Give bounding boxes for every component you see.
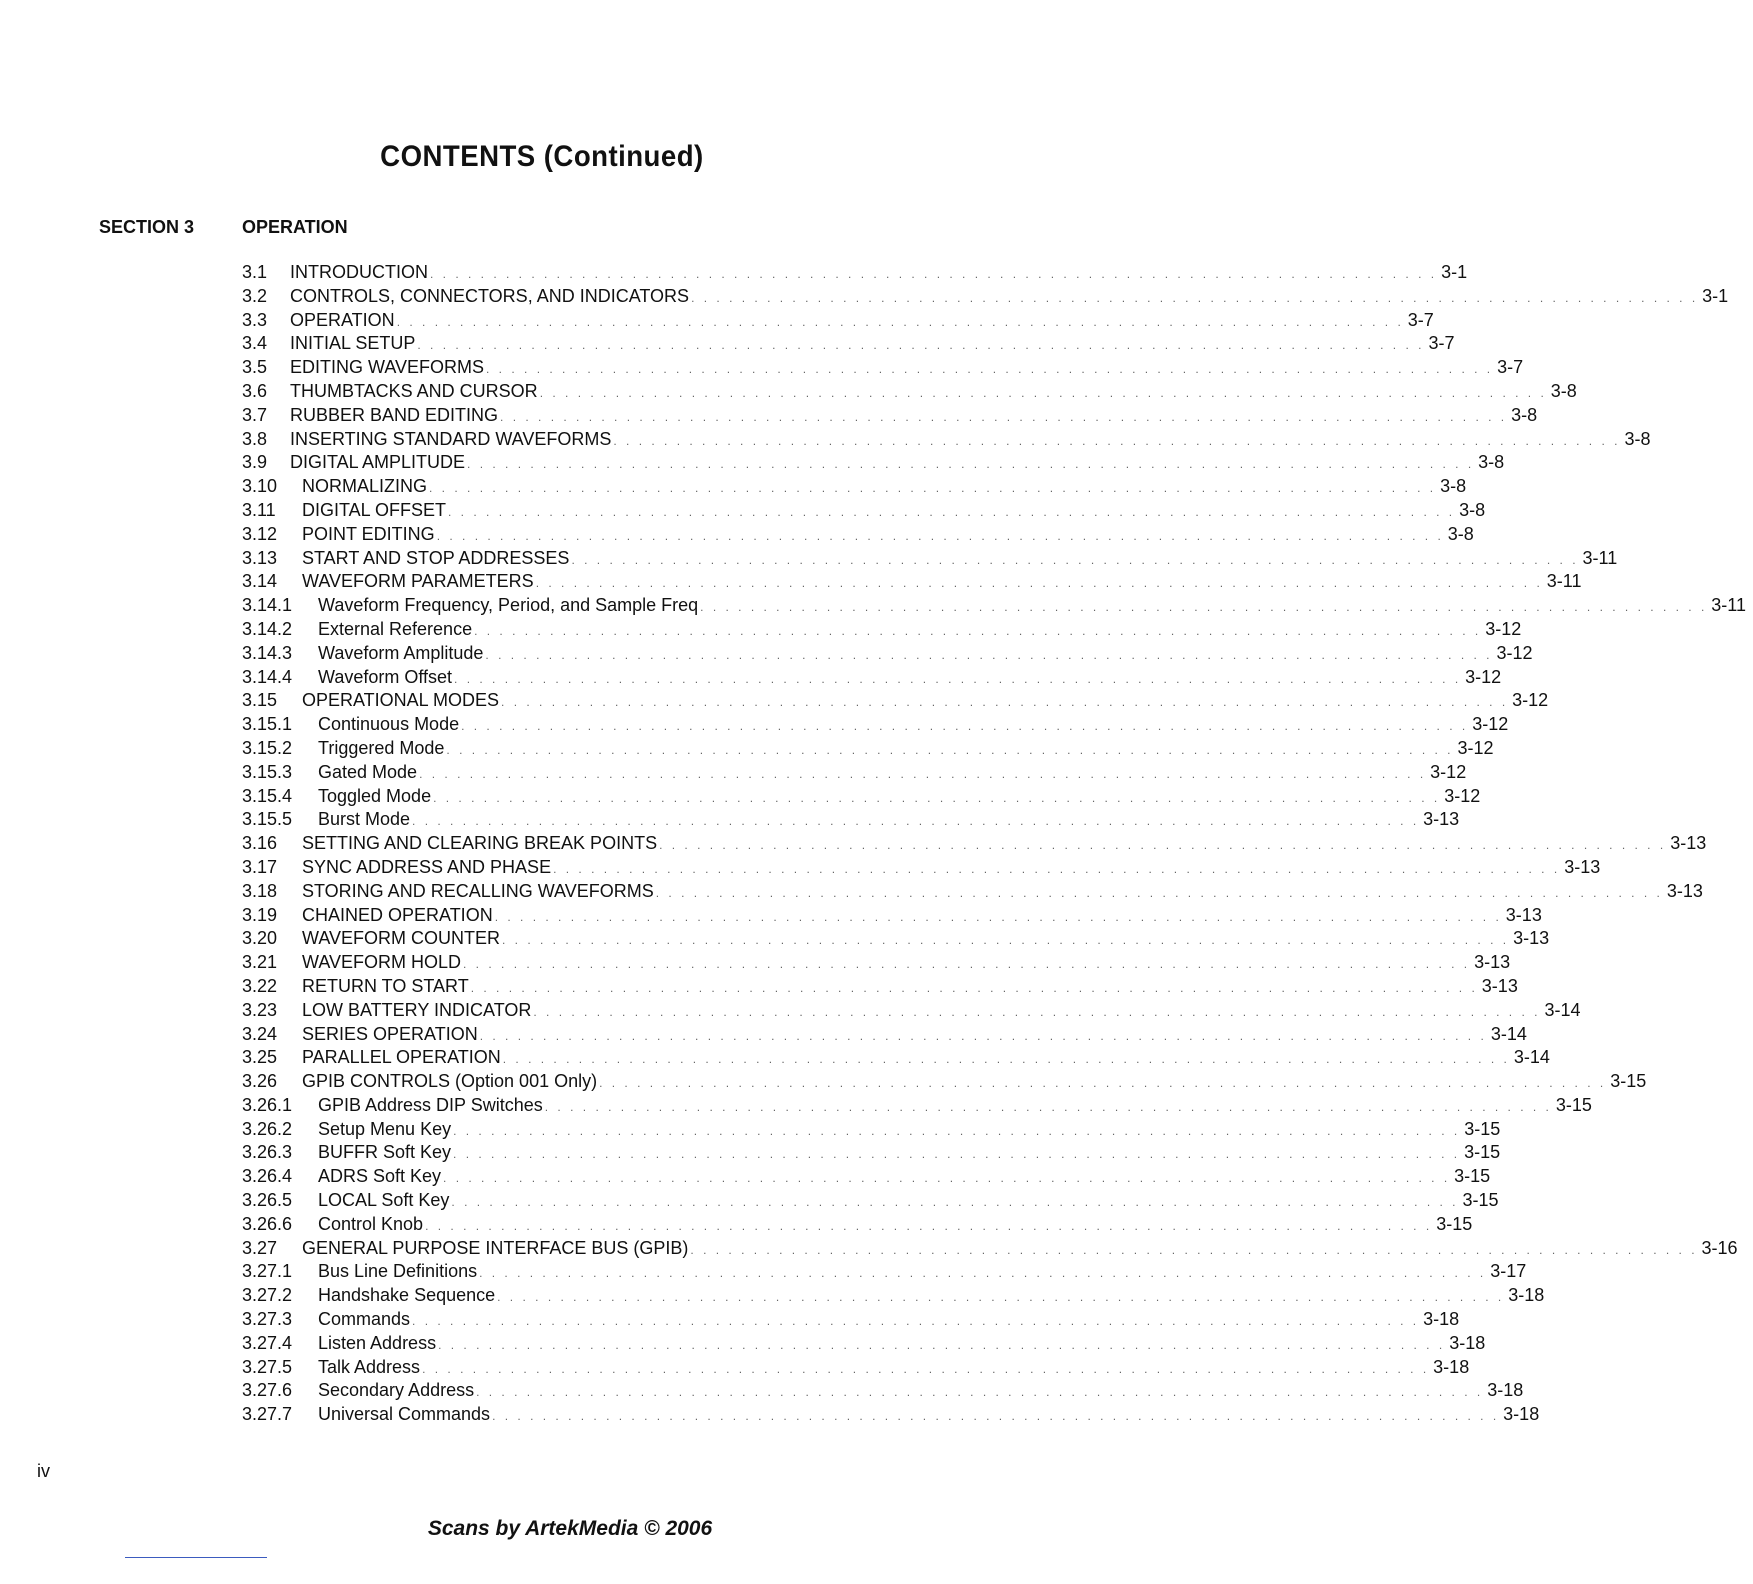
- toc-entry-title: CHAINED OPERATION: [302, 904, 493, 925]
- toc-entry-number: 3.4: [242, 333, 268, 354]
- toc-entry-title: Triggered Mode: [318, 737, 445, 758]
- toc-entry: [242, 428, 1651, 453]
- dot-leader: . . . . . . . . . . . . . . . . . . . . . . . . . . . . . . . . . . . . . . . . . . . . . . . . . . . . . . . . . . . . . . . . . . . . . . . . . . . . . . . .: [412, 814, 1420, 829]
- toc-entry-title: Burst Mode: [318, 809, 411, 830]
- dot-leader: . . . . . . . . . . . . . . . . . . . . . . . . . . . . . . . . . . . . . . . . . . . . . . . . . . . . . . . . . . . . . . . . . . . . . . . . . . . . . . . .: [485, 647, 1493, 662]
- toc-entry-page: 3-1: [1702, 285, 1729, 306]
- toc-entry: [242, 333, 1455, 357]
- toc-entry-number: 3.15.4: [242, 785, 293, 806]
- toc-entry: [242, 1261, 1527, 1285]
- toc-entry-number: 3.10: [242, 476, 278, 497]
- dot-leader: . . . . . . . . . . . . . . . . . . . . . . . . . . . . . . . . . . . . . . . . . . . . . . . . . . . . . . . . . . . . . . . . . . . . . . . . . . . . . . . .: [492, 1409, 1500, 1424]
- toc-entry-title: LOW BATTERY INDICATOR: [302, 999, 532, 1020]
- toc-entry-number: 3.5: [242, 357, 268, 378]
- toc-entry: [242, 285, 1729, 310]
- toc-entry-title: STORING AND RECALLING WAVEFORMS: [302, 880, 654, 901]
- toc-entry-title: START AND STOP ADDRESSES: [302, 547, 570, 568]
- toc-entry-title: SETTING AND CLEARING BREAK POINTS: [302, 833, 658, 854]
- toc-entry-title: GPIB CONTROLS (Option 001 Only): [302, 1071, 598, 1092]
- toc-entry-title: GPIB Address DIP Switches: [318, 1094, 543, 1115]
- toc-entry-page: 3-11: [1546, 571, 1582, 592]
- toc-entry-number: 3.27.2: [242, 1285, 293, 1306]
- dot-leader: . . . . . . . . . . . . . . . . . . . . . . . . . . . . . . . . . . . . . . . . . . . . . . . . . . . . . . . . . . . . . . . . . . . . . . . . . . . . . . . .: [463, 957, 1471, 972]
- toc-entry: [242, 262, 1468, 286]
- dot-leader: . . . . . . . . . . . . . . . . . . . . . . . . . . . . . . . . . . . . . . . . . . . . . . . . . . . . . . . . . . . . . . . . . . . . . . . . . . . . . . . .: [396, 314, 1404, 329]
- toc-entry: [242, 1285, 1545, 1309]
- toc-entry-number: 3.15.5: [242, 809, 293, 830]
- toc-entry-number: 3.27.1: [242, 1261, 293, 1282]
- toc-entry-title: ADRS Soft Key: [318, 1166, 442, 1187]
- dot-leader: . . . . . . . . . . . . . . . . . . . . . . . . . . . . . . . . . . . . . . . . . . . . . . . . . . . . . . . . . . . . . . . . . . . . . . . . . . . . . . . .: [690, 1242, 1698, 1257]
- toc-entry-title: Universal Commands: [318, 1404, 491, 1425]
- toc-entry-number: 3.14.3: [242, 642, 293, 663]
- toc-entry-page: 3-8: [1440, 476, 1467, 497]
- toc-entry: [242, 1047, 1550, 1071]
- toc-entry-page: 3-8: [1447, 523, 1474, 544]
- toc-entry-title: EDITING WAVEFORMS: [290, 357, 485, 378]
- toc-entry-title: INSERTING STANDARD WAVEFORMS: [290, 428, 612, 449]
- toc-entry: [242, 737, 1494, 762]
- toc-entry: [242, 690, 1549, 714]
- toc-entry: [242, 452, 1505, 476]
- toc-entry-page: 3-11: [1711, 595, 1746, 616]
- toc-entry-page: 3-8: [1459, 499, 1486, 520]
- toc-entry-number: 3.14.2: [242, 618, 293, 639]
- toc-entry-title: Continuous Mode: [318, 714, 460, 735]
- toc-entry-number: 3.26.6: [242, 1213, 293, 1234]
- toc-entry: [242, 618, 1522, 643]
- footer-credit: Scans by ArtekMedia © 2006: [427, 1517, 713, 1540]
- toc-entry: [242, 1237, 1738, 1262]
- toc-entry: [242, 999, 1581, 1024]
- toc-entry-title: Setup Menu Key: [318, 1118, 452, 1139]
- toc-entry-number: 3.26.2: [242, 1118, 293, 1139]
- toc-entry-title: PARALLEL OPERATION: [302, 1047, 501, 1068]
- toc-entry-page: 3-8: [1624, 428, 1651, 449]
- toc-entry: [242, 1071, 1647, 1095]
- toc-entry-page: 3-13: [1505, 904, 1542, 925]
- toc-entry: [242, 357, 1524, 381]
- dot-leader: . . . . . . . . . . . . . . . . . . . . . . . . . . . . . . . . . . . . . . . . . . . . . . . . . . . . . . . . . . . . . . . . . . . . . . . . . . . . . . . .: [451, 1195, 1459, 1210]
- toc-entry-page: 3-12: [1472, 714, 1509, 735]
- toc-entry-number: 3.27.5: [242, 1356, 293, 1377]
- section-label: SECTION 3: [99, 217, 195, 237]
- dot-leader: . . . . . . . . . . . . . . . . . . . . . . . . . . . . . . . . . . . . . . . . . . . . . . . . . . . . . . . . . . . . . . . . . . . . . . . . . . . . . . . .: [474, 623, 1482, 638]
- toc-entry-title: RUBBER BAND EDITING: [290, 404, 499, 425]
- toc-entry: [242, 1023, 1527, 1048]
- toc-entry-title: BUFFR Soft Key: [318, 1142, 452, 1163]
- toc-entry-page: 3-13: [1481, 975, 1518, 996]
- toc-entry-title: WAVEFORM HOLD: [302, 952, 462, 973]
- toc-entry-number: 3.14.1: [242, 595, 293, 616]
- toc-entry-number: 3.18: [242, 880, 278, 901]
- dot-leader: . . . . . . . . . . . . . . . . . . . . . . . . . . . . . . . . . . . . . . . . . . . . . . . . . . . . . . . . . . . . . . . . . . . . . . . . . . . . . . . .: [497, 1290, 1505, 1305]
- toc-entry: [242, 1166, 1491, 1190]
- toc-entry-title: NORMALIZING: [302, 476, 428, 497]
- dot-leader: . . . . . . . . . . . . . . . . . . . . . . . . . . . . . . . . . . . . . . . . . . . . . . . . . . . . . . . . . . . . . . . . . . . . . . . . . . . . . . . .: [448, 504, 1456, 519]
- dot-leader: . . . . . . . . . . . . . . . . . . . . . . . . . . . . . . . . . . . . . . . . . . . . . . . . . . . . . . . . . . . . . . . . . . . . . . . . . . . . . . . .: [539, 385, 1547, 400]
- toc-entry-number: 3.8: [242, 428, 268, 449]
- page-number: iv: [37, 1461, 50, 1481]
- toc-entry-title: INTRODUCTION: [290, 262, 428, 282]
- toc-entry-page: 3-12: [1512, 690, 1549, 711]
- toc-entry: [242, 809, 1460, 833]
- toc-entry-title: OPERATIONAL MODES: [302, 690, 500, 711]
- toc-entry-title: Waveform Amplitude: [318, 642, 484, 663]
- toc-entry-number: 3.3: [242, 309, 268, 330]
- dot-leader: . . . . . . . . . . . . . . . . . . . . . . . . . . . . . . . . . . . . . . . . . . . . . . . . . . . . . . . . . . . . . . . . . . . . . . . . . . . . . . . .: [446, 742, 1454, 757]
- dot-leader: . . . . . . . . . . . . . . . . . . . . . . . . . . . . . . . . . . . . . . . . . . . . . . . . . . . . . . . . . . . . . . . . . . . . . . . . . . . . . . . .: [430, 267, 1438, 281]
- toc-entry-page: 3-15: [1454, 1166, 1491, 1187]
- toc-entry: [242, 1332, 1486, 1357]
- dot-leader: . . . . . . . . . . . . . . . . . . . . . . . . . . . . . . . . . . . . . . . . . . . . . . . . . . . . . . . . . . . . . . . . . . . . . . . . . . . . . . . .: [470, 980, 1478, 995]
- toc-entry-page: 3-12: [1465, 666, 1502, 687]
- dot-leader: . . . . . . . . . . . . . . . . . . . . . . . . . . . . . . . . . . . . . . . . . . . . . . . . . . . . . . . . . . . . . . . . . . . . . . . . . . . . . . . .: [544, 1099, 1552, 1114]
- dot-leader: . . . . . . . . . . . . . . . . . . . . . . . . . . . . . . . . . . . . . . . . . . . . . . . . . . . . . . . . . . . . . . . . . . . . . . . . . . . . . . . .: [419, 766, 1427, 781]
- page-title: CONTENTS (Continued): [380, 140, 704, 173]
- toc-entry-page: 3-14: [1544, 999, 1581, 1020]
- toc-entry-page: 3-12: [1430, 761, 1467, 782]
- toc-entry-title: GENERAL PURPOSE INTERFACE BUS (GPIB): [302, 1237, 689, 1258]
- dot-leader: . . . . . . . . . . . . . . . . . . . . . . . . . . . . . . . . . . . . . . . . . . . . . . . . . . . . . . . . . . . . . . . . . . . . . . . . . . . . . . . .: [453, 1147, 1461, 1162]
- toc-entry-page: 3-15: [1464, 1142, 1501, 1163]
- toc-entry-number: 3.26.4: [242, 1166, 293, 1187]
- toc-entry-page: 3-17: [1490, 1261, 1527, 1282]
- toc-entry: [242, 571, 1582, 595]
- toc-entry-page: 3-18: [1508, 1285, 1545, 1306]
- toc-entry: [242, 856, 1601, 881]
- toc-entry-number: 3.23: [242, 999, 278, 1020]
- dot-leader: . . . . . . . . . . . . . . . . . . . . . . . . . . . . . . . . . . . . . . . . . . . . . . . . . . . . . . . . . . . . . . . . . . . . . . . . . . . . . . . .: [571, 552, 1579, 567]
- dot-leader: . . . . . . . . . . . . . . . . . . . . . . . . . . . . . . . . . . . . . . . . . . . . . . . . . . . . . . . . . . . . . . . . . . . . . . . . . . . . . . . .: [533, 1004, 1541, 1019]
- toc-entry: [242, 666, 1502, 691]
- toc-entry-page: 3-7: [1497, 357, 1524, 378]
- toc-entry-page: 3-15: [1610, 1071, 1647, 1092]
- toc-entry-title: DIGITAL OFFSET: [302, 499, 447, 520]
- toc-entry-title: LOCAL Soft Key: [318, 1190, 450, 1211]
- dot-leader: . . . . . . . . . . . . . . . . . . . . . . . . . . . . . . . . . . . . . . . . . . . . . . . . . . . . . . . . . . . . . . . . . . . . . . . . . . . . . . . .: [553, 861, 1561, 876]
- toc-entry-number: 3.6: [242, 380, 268, 401]
- toc-entry-page: 3-7: [1407, 309, 1434, 330]
- toc-entry-number: 3.20: [242, 928, 278, 949]
- toc-entry-title: POINT EDITING: [302, 523, 435, 544]
- toc-entry-page: 3-13: [1513, 928, 1550, 949]
- toc-entry: [242, 714, 1509, 738]
- toc-entry-number: 3.26: [242, 1071, 278, 1092]
- toc-entry-page: 3-13: [1564, 856, 1601, 877]
- footer-divider: [125, 1557, 267, 1558]
- toc-entry-number: 3.13: [242, 547, 278, 568]
- toc-entry-page: 3-18: [1423, 1309, 1460, 1330]
- toc-entry-page: 3-1: [1441, 262, 1468, 282]
- dot-leader: . . . . . . . . . . . . . . . . . . . . . . . . . . . . . . . . . . . . . . . . . . . . . . . . . . . . . . . . . . . . . . . . . . . . . . . . . . . . . . . .: [479, 1266, 1487, 1281]
- toc-entry-number: 3.24: [242, 1023, 278, 1044]
- toc-entry-page: 3-18: [1433, 1356, 1470, 1377]
- toc-entry-title: External Reference: [318, 618, 473, 639]
- toc-entry: [242, 1094, 1592, 1119]
- toc-entry-title: Bus Line Definitions: [318, 1261, 478, 1282]
- dot-leader: . . . . . . . . . . . . . . . . . . . . . . . . . . . . . . . . . . . . . . . . . . . . . . . . . . . . . . . . . . . . . . . . . . . . . . . . . . . . . . . .: [417, 338, 1425, 353]
- dot-leader: . . . . . . . . . . . . . . . . . . . . . . . . . . . . . . . . . . . . . . . . . . . . . . . . . . . . . . . . . . . . . . . . . . . . . . . . . . . . . . . .: [479, 1028, 1487, 1043]
- dot-leader: . . . . . . . . . . . . . . . . . . . . . . . . . . . . . . . . . . . . . . . . . . . . . . . . . . . . . . . . . . . . . . . . . . . . . . . . . . . . . . . .: [502, 933, 1510, 948]
- dot-leader: . . . . . . . . . . . . . . . . . . . . . . . . . . . . . . . . . . . . . . . . . . . . . . . . . . . . . . . . . . . . . . . . . . . . . . . . . . . . . . . .: [467, 457, 1475, 472]
- toc-entry-number: 3.12: [242, 523, 278, 544]
- toc-entry: [242, 904, 1542, 929]
- toc-entry-page: 3-7: [1428, 333, 1455, 354]
- toc-entry-number: 3.27.4: [242, 1332, 293, 1353]
- toc-entry-number: 3.14: [242, 571, 278, 592]
- toc-entry-page: 3-14: [1513, 1047, 1550, 1068]
- dot-leader: . . . . . . . . . . . . . . . . . . . . . . . . . . . . . . . . . . . . . . . . . . . . . . . . . . . . . . . . . . . . . . . . . . . . . . . . . . . . . . . .: [486, 362, 1494, 377]
- toc-entry-number: 3.26.5: [242, 1190, 293, 1211]
- toc-entry: [242, 1404, 1540, 1428]
- toc-entry-number: 3.26.1: [242, 1094, 293, 1115]
- toc-entry: [242, 1356, 1470, 1381]
- toc-entry-page: 3-14: [1490, 1023, 1527, 1044]
- toc-entry-page: 3-15: [1462, 1190, 1499, 1211]
- toc-entry-title: WAVEFORM PARAMETERS: [302, 571, 534, 592]
- toc-entry-page: 3-12: [1496, 642, 1533, 663]
- toc-entry-title: WAVEFORM COUNTER: [302, 928, 500, 949]
- toc-entry: [242, 975, 1518, 1000]
- dot-leader: . . . . . . . . . . . . . . . . . . . . . . . . . . . . . . . . . . . . . . . . . . . . . . . . . . . . . . . . . . . . . . . . . . . . . . . . . . . . . . . .: [494, 909, 1502, 924]
- toc-entry-number: 3.21: [242, 952, 278, 973]
- dot-leader: . . . . . . . . . . . . . . . . . . . . . . . . . . . . . . . . . . . . . . . . . . . . . . . . . . . . . . . . . . . . . . . . . . . . . . . . . . . . . . . .: [436, 528, 1444, 543]
- dot-leader: . . . . . . . . . . . . . . . . . . . . . . . . . . . . . . . . . . . . . . . . . . . . . . . . . . . . . . . . . . . . . . . . . . . . . . . . . . . . . . . .: [438, 1337, 1446, 1352]
- dot-leader: . . . . . . . . . . . . . . . . . . . . . . . . . . . . . . . . . . . . . . . . . . . . . . . . . . . . . . . . . . . . . . . . . . . . . . . . . . . . . . . .: [535, 576, 1543, 591]
- toc-entry-page: 3-13: [1670, 833, 1707, 854]
- toc-entry-number: 3.7: [242, 404, 268, 425]
- dot-leader: . . . . . . . . . . . . . . . . . . . . . . . . . . . . . . . . . . . . . . . . . . . . . . . . . . . . . . . . . . . . . . . . . . . . . . . . . . . . . . . .: [613, 433, 1621, 448]
- toc-entry: [242, 595, 1746, 619]
- section-name: OPERATION: [242, 217, 348, 237]
- toc-entry-number: 3.2: [242, 285, 268, 306]
- toc-entry: [242, 499, 1486, 524]
- toc-entry-page: 3-12: [1444, 785, 1481, 806]
- toc-entry: [242, 523, 1474, 548]
- toc-entry: [242, 404, 1538, 429]
- toc-entry-number: 3.16: [242, 833, 278, 854]
- toc-entry-title: DIGITAL AMPLITUDE: [290, 452, 466, 473]
- toc-entry-page: 3-18: [1503, 1404, 1540, 1425]
- dot-leader: . . . . . . . . . . . . . . . . . . . . . . . . . . . . . . . . . . . . . . . . . . . . . . . . . . . . . . . . . . . . . . . . . . . . . . . . . . . . . . . .: [476, 1385, 1484, 1400]
- toc-entry: [242, 309, 1434, 334]
- toc-entry: [242, 1118, 1501, 1143]
- toc-entry-title: CONTROLS, CONNECTORS, AND INDICATORS: [290, 285, 690, 306]
- dot-leader: . . . . . . . . . . . . . . . . . . . . . . . . . . . . . . . . . . . . . . . . . . . . . . . . . . . . . . . . . . . . . . . . . . . . . . . . . . . . . . . .: [655, 885, 1663, 900]
- toc-entry: [242, 476, 1467, 500]
- toc-entry: [242, 880, 1703, 905]
- dot-leader: . . . . . . . . . . . . . . . . . . . . . . . . . . . . . . . . . . . . . . . . . . . . . . . . . . . . . . . . . . . . . . . . . . . . . . . . . . . . . . . .: [425, 1218, 1433, 1233]
- toc-entry: [242, 761, 1467, 786]
- toc-entry-page: 3-15: [1555, 1094, 1592, 1115]
- dot-leader: . . . . . . . . . . . . . . . . . . . . . . . . . . . . . . . . . . . . . . . . . . . . . . . . . . . . . . . . . . . . . . . . . . . . . . . . . . . . . . . .: [700, 600, 1708, 615]
- toc-entry: [242, 785, 1481, 810]
- toc-entry-number: 3.14.4: [242, 666, 293, 687]
- toc-entry-page: 3-13: [1474, 952, 1511, 973]
- toc-entry-page: 3-13: [1423, 809, 1460, 830]
- toc-entry-page: 3-18: [1449, 1332, 1486, 1353]
- toc-entry-title: Handshake Sequence: [318, 1285, 496, 1306]
- toc-entry-number: 3.15.1: [242, 714, 293, 735]
- dot-leader: . . . . . . . . . . . . . . . . . . . . . . . . . . . . . . . . . . . . . . . . . . . . . . . . . . . . . . . . . . . . . . . . . . . . . . . . . . . . . . . .: [501, 695, 1509, 710]
- toc-entry-number: 3.25: [242, 1047, 278, 1068]
- toc-entry-title: RETURN TO START: [302, 975, 469, 996]
- toc-entry-title: Waveform Frequency, Period, and Sample Freq: [318, 595, 699, 616]
- table-of-contents: [242, 262, 1746, 1428]
- toc-entry-page: 3-8: [1550, 380, 1577, 401]
- toc-entry-page: 3-15: [1464, 1118, 1501, 1139]
- toc-entry: [242, 1190, 1499, 1214]
- toc-entry-number: 3.15.3: [242, 761, 293, 782]
- toc-entry-page: 3-8: [1478, 452, 1505, 473]
- toc-entry-title: SERIES OPERATION: [302, 1023, 478, 1044]
- toc-entry: [242, 380, 1577, 405]
- toc-entry: [242, 547, 1618, 572]
- dot-leader: . . . . . . . . . . . . . . . . . . . . . . . . . . . . . . . . . . . . . . . . . . . . . . . . . . . . . . . . . . . . . . . . . . . . . . . . . . . . . . . .: [453, 1123, 1461, 1138]
- toc-entry-title: Talk Address: [318, 1356, 421, 1377]
- dot-leader: . . . . . . . . . . . . . . . . . . . . . . . . . . . . . . . . . . . . . . . . . . . . . . . . . . . . . . . . . . . . . . . . . . . . . . . . . . . . . . . .: [500, 409, 1508, 424]
- toc-entry-page: 3-13: [1666, 880, 1703, 901]
- dot-leader: . . . . . . . . . . . . . . . . . . . . . . . . . . . . . . . . . . . . . . . . . . . . . . . . . . . . . . . . . . . . . . . . . . . . . . . . . . . . . . . .: [422, 1361, 1430, 1376]
- toc-entry-number: 3.15: [242, 690, 278, 711]
- toc-entry-number: 3.27.6: [242, 1380, 293, 1401]
- toc-entry: [242, 1309, 1460, 1333]
- dot-leader: . . . . . . . . . . . . . . . . . . . . . . . . . . . . . . . . . . . . . . . . . . . . . . . . . . . . . . . . . . . . . . . . . . . . . . . . . . . . . . . .: [454, 671, 1462, 686]
- toc-entry-number: 3.19: [242, 904, 278, 925]
- toc-entry-number: 3.9: [242, 452, 268, 473]
- dot-leader: . . . . . . . . . . . . . . . . . . . . . . . . . . . . . . . . . . . . . . . . . . . . . . . . . . . . . . . . . . . . . . . . . . . . . . . . . . . . . . . .: [599, 1076, 1607, 1091]
- toc-entry: [242, 928, 1550, 952]
- toc-entry-title: Commands: [318, 1309, 411, 1330]
- dot-leader: . . . . . . . . . . . . . . . . . . . . . . . . . . . . . . . . . . . . . . . . . . . . . . . . . . . . . . . . . . . . . . . . . . . . . . . . . . . . . . . .: [659, 838, 1667, 853]
- dot-leader: . . . . . . . . . . . . . . . . . . . . . . . . . . . . . . . . . . . . . . . . . . . . . . . . . . . . . . . . . . . . . . . . . . . . . . . . . . . . . . . .: [691, 290, 1699, 305]
- dot-leader: . . . . . . . . . . . . . . . . . . . . . . . . . . . . . . . . . . . . . . . . . . . . . . . . . . . . . . . . . . . . . . . . . . . . . . . . . . . . . . . .: [443, 1171, 1451, 1186]
- toc-entry: [242, 833, 1707, 857]
- toc-entry-title: SYNC ADDRESS AND PHASE: [302, 856, 552, 877]
- toc-entry-number: 3.26.3: [242, 1142, 293, 1163]
- toc-entry-number: 3.27.3: [242, 1309, 293, 1330]
- toc-entry-page: 3-12: [1457, 737, 1494, 758]
- toc-entry-page: 3-16: [1701, 1237, 1738, 1258]
- toc-entry: [242, 1380, 1524, 1404]
- toc-entry-page: 3-11: [1582, 547, 1618, 568]
- toc-entry-number: 3.22: [242, 975, 278, 996]
- dot-leader: . . . . . . . . . . . . . . . . . . . . . . . . . . . . . . . . . . . . . . . . . . . . . . . . . . . . . . . . . . . . . . . . . . . . . . . . . . . . . . . .: [461, 719, 1469, 734]
- toc-entry-title: INITIAL SETUP: [290, 333, 416, 354]
- toc-entry-page: 3-15: [1436, 1213, 1473, 1234]
- toc-entry-number: 3.1: [242, 262, 268, 282]
- toc-entry-number: 3.17: [242, 856, 278, 877]
- toc-entry-page: 3-8: [1511, 404, 1538, 425]
- toc-entry: [242, 952, 1511, 976]
- dot-leader: . . . . . . . . . . . . . . . . . . . . . . . . . . . . . . . . . . . . . . . . . . . . . . . . . . . . . . . . . . . . . . . . . . . . . . . . . . . . . . . .: [502, 1052, 1510, 1067]
- dot-leader: . . . . . . . . . . . . . . . . . . . . . . . . . . . . . . . . . . . . . . . . . . . . . . . . . . . . . . . . . . . . . . . . . . . . . . . . . . . . . . . .: [429, 481, 1437, 496]
- toc-entry-page: 3-18: [1487, 1380, 1524, 1401]
- toc-entry-title: Secondary Address: [318, 1380, 475, 1401]
- toc-entry: [242, 1213, 1473, 1238]
- toc-entry-number: 3.27: [242, 1237, 278, 1258]
- toc-entry-title: Control Knob: [318, 1213, 424, 1234]
- toc-entry-title: OPERATION: [290, 309, 395, 330]
- toc-entry-title: THUMBTACKS AND CURSOR: [290, 380, 538, 401]
- toc-entry-title: Waveform Offset: [318, 666, 453, 687]
- toc-entry-number: 3.11: [242, 499, 276, 520]
- dot-leader: . . . . . . . . . . . . . . . . . . . . . . . . . . . . . . . . . . . . . . . . . . . . . . . . . . . . . . . . . . . . . . . . . . . . . . . . . . . . . . . .: [433, 790, 1441, 805]
- toc-entry-page: 3-12: [1485, 618, 1522, 639]
- toc-entry-number: 3.15.2: [242, 737, 293, 758]
- toc-entry-title: Listen Address: [318, 1332, 437, 1353]
- toc-entry: [242, 1142, 1501, 1166]
- toc-entry: [242, 642, 1533, 667]
- toc-entry-number: 3.27.7: [242, 1404, 293, 1425]
- dot-leader: . . . . . . . . . . . . . . . . . . . . . . . . . . . . . . . . . . . . . . . . . . . . . . . . . . . . . . . . . . . . . . . . . . . . . . . . . . . . . . . .: [412, 1314, 1420, 1329]
- toc-entry-title: Toggled Mode: [318, 785, 432, 806]
- toc-entry-title: Gated Mode: [318, 761, 418, 782]
